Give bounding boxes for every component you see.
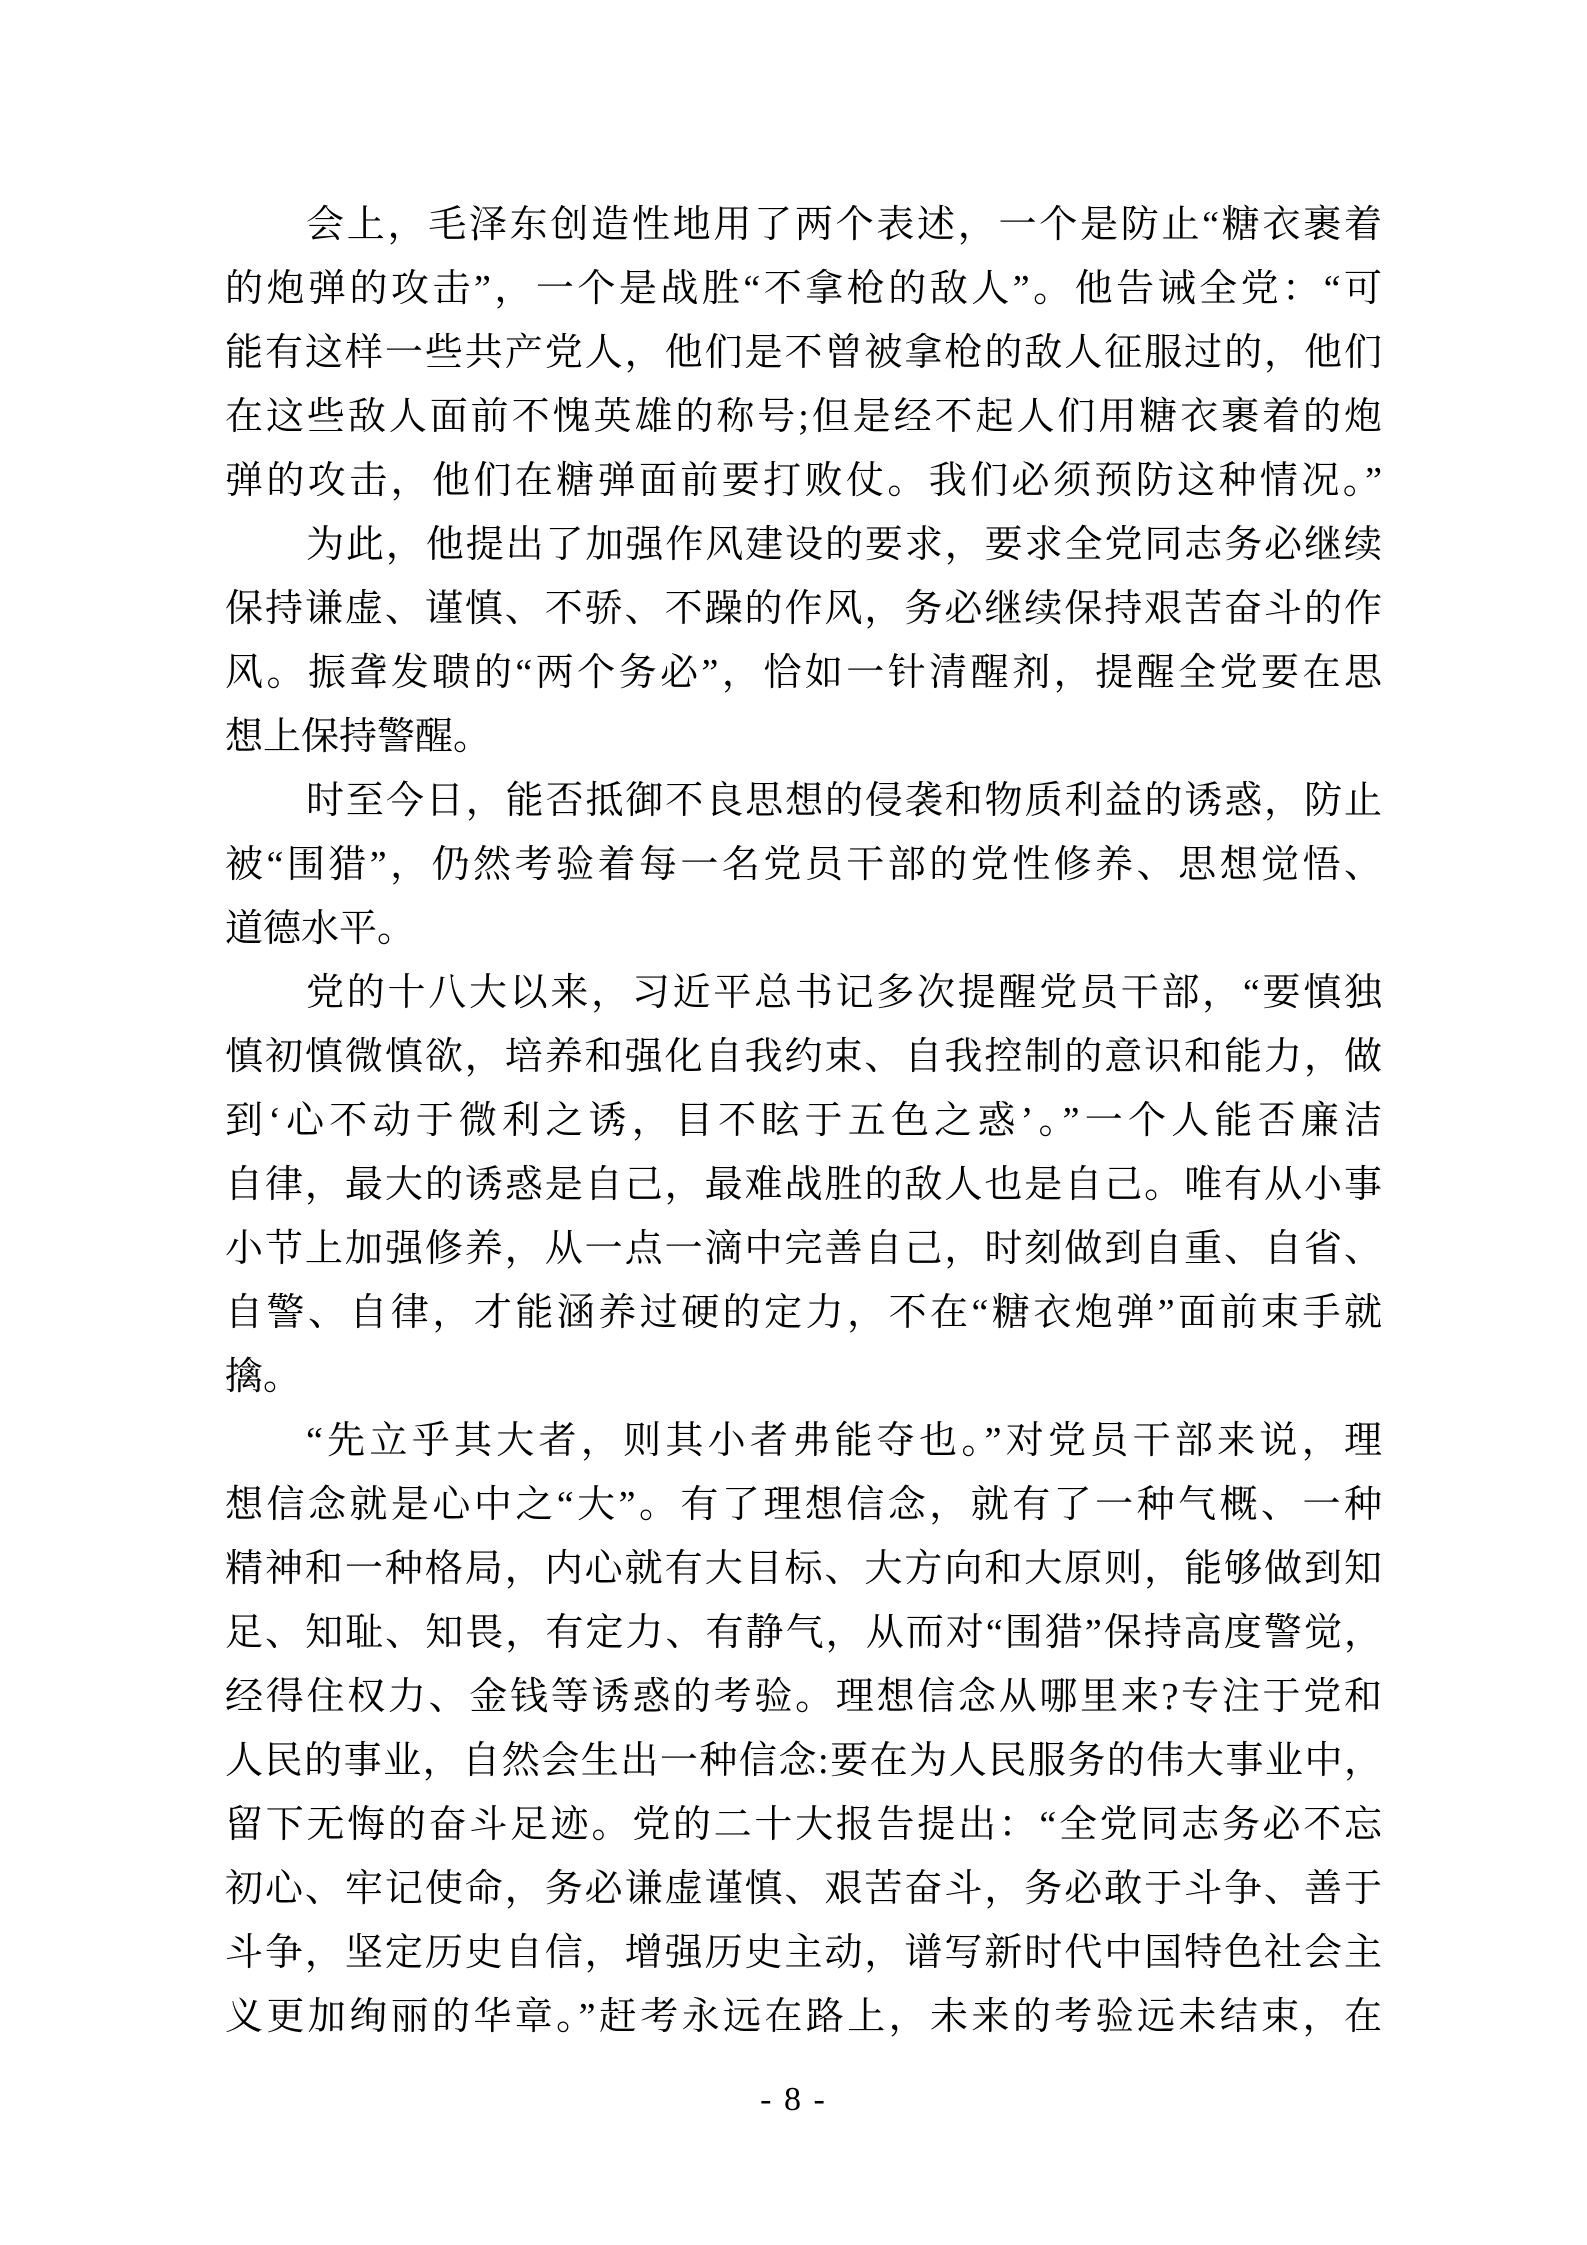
text-line: 义更加绚丽的华章。”赶考永远在路上，未来的考验远未结束，在 bbox=[225, 1996, 1382, 2038]
paragraph bbox=[225, 1409, 1382, 2049]
paragraph bbox=[225, 769, 1382, 961]
document-body bbox=[225, 193, 1382, 2049]
text-line: 精神和一种格局，内心就有大目标、大方向和大原则，能够做到知 bbox=[225, 1548, 1382, 1590]
text-line: 自警、自律，才能涵养过硬的定力，不在“糖衣炮弹”面前束手就 bbox=[225, 1292, 1382, 1334]
text-line: 留下无悔的奋斗足迹。党的二十大报告提出：“全党同志务必不忘 bbox=[225, 1804, 1382, 1846]
paragraph bbox=[225, 193, 1382, 513]
text-line: 风。振聋发聩的“两个务必”，恰如一针清醒剂，提醒全党要在思 bbox=[225, 652, 1382, 694]
text-line: 到‘心不动于微利之诱，目不眩于五色之惑’。”一个人能否廉洁 bbox=[225, 1100, 1382, 1142]
paragraph bbox=[225, 961, 1382, 1409]
text-line: 党的十八大以来，习近平总书记多次提醒党员干部，“要慎独 bbox=[306, 972, 1382, 1014]
text-line: 想信念就是心中之“大”。有了理想信念，就有了一种气概、一种 bbox=[225, 1484, 1382, 1526]
text-line: 被“围猎”，仍然考验着每一名党员干部的党性修养、思想觉悟、 bbox=[225, 844, 1382, 886]
text-line: 经得住权力、金钱等诱惑的考验。理想信念从哪里来?专注于党和 bbox=[225, 1676, 1382, 1718]
page-number: - 8 - bbox=[760, 2081, 827, 2118]
paragraph bbox=[225, 513, 1382, 769]
text-line: 斗争，坚定历史自信，增强历史主动，谱写新时代中国特色社会主 bbox=[225, 1932, 1382, 1974]
text-line: 的炮弹的攻击”，一个是战胜“不拿枪的敌人”。他告诫全党：“可 bbox=[225, 268, 1382, 310]
text-line: 在这些敌人面前不愧英雄的称号;但是经不起人们用糖衣裹着的炮 bbox=[225, 396, 1382, 438]
text-line: 自律，最大的诱惑是自己，最难战胜的敌人也是自己。唯有从小事 bbox=[225, 1164, 1382, 1206]
text-line: 慎初慎微慎欲，培养和强化自我约束、自我控制的意识和能力，做 bbox=[225, 1036, 1382, 1078]
text-line: 想上保持警醒。 bbox=[225, 716, 492, 758]
text-line: 能有这样一些共产党人，他们是不曾被拿枪的敌人征服过的，他们 bbox=[225, 332, 1382, 374]
text-line: 保持谦虚、谨慎、不骄、不躁的作风，务必继续保持艰苦奋斗的作 bbox=[225, 588, 1382, 630]
text-line: 会上，毛泽东创造性地用了两个表述，一个是防止“糖衣裹着 bbox=[306, 204, 1382, 246]
text-line: 为此，他提出了加强作风建设的要求，要求全党同志务必继续 bbox=[306, 524, 1382, 566]
text-line: 人民的事业，自然会生出一种信念:要在为人民服务的伟大事业中， bbox=[225, 1740, 1382, 1782]
text-line: 足、知耻、知畏，有定力、有静气，从而对“围猎”保持高度警觉， bbox=[225, 1612, 1382, 1654]
text-line: “先立乎其大者，则其小者弗能夺也。”对党员干部来说，理 bbox=[306, 1420, 1382, 1462]
text-line: 擒。 bbox=[225, 1356, 302, 1398]
text-line: 时至今日，能否抵御不良思想的侵袭和物质利益的诱惑，防止 bbox=[306, 780, 1382, 822]
text-line: 初心、牢记使命，务必谦虚谨慎、艰苦奋斗，务必敢于斗争、善于 bbox=[225, 1868, 1382, 1910]
text-line: 小节上加强修养，从一点一滴中完善自己，时刻做到自重、自省、 bbox=[225, 1228, 1382, 1270]
text-line: 道德水平。 bbox=[225, 908, 416, 950]
text-line: 弹的攻击，他们在糖弹面前要打败仗。我们必须预防这种情况。” bbox=[225, 460, 1382, 502]
